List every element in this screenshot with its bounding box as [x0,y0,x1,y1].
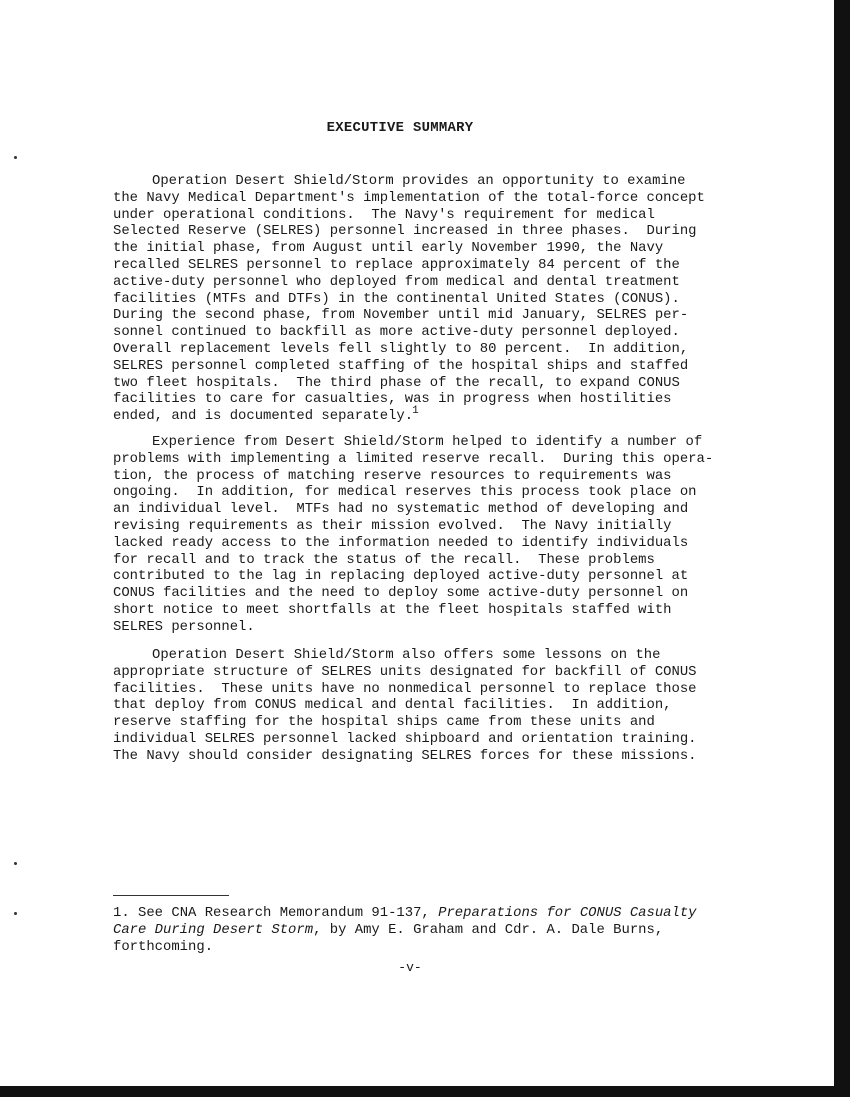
text-line: revising requirements as their mission evolved. The Navy initially [113,517,672,534]
text-line: appropriate structure of SELRES units designated for backfill of CONUS [113,663,697,680]
text-line: sonnel continued to backfill as more active-duty personnel deployed. [113,324,680,341]
text-line: tion, the process of matching reserve resources to requirements was [113,467,672,484]
text-line: Selected Reserve (SELRES) personnel increased in three phases. During [113,223,697,240]
text-line: SELRES personnel. [113,618,255,635]
text-line: Operation Desert Shield/Storm provides an opportunity to examine [152,173,686,189]
text-line: ongoing. In addition, for medical reserves this process took place on [113,484,697,501]
text-line: reserve staffing for the hospital ships came from these units and [113,714,655,731]
paragraph-1 [113,173,705,425]
footnote-marker[interactable]: 1 [412,405,419,418]
page-number: -v- [398,960,422,975]
scan-border-right [834,0,850,1097]
text-line: facilities to care for casualties, was in progress when hostilities [113,391,672,408]
scan-speck [14,862,17,865]
text-line: Overall replacement levels fell slightly to 80 percent. In addition, [113,340,689,357]
text-line: Operation Desert Shield/Storm also offers some lessons on the [152,647,661,663]
text-line: the Navy Medical Department's implementation of the total-force concept [113,189,705,206]
text-line: the initial phase, from August until early November 1990, the Navy [113,240,664,257]
scan-speck [14,912,17,915]
text-line: active-duty personnel who deployed from medical and dental treatment [113,273,680,290]
text-line: recalled SELRES personnel to replace approximately 84 percent of the [113,256,680,273]
text-line: Experience from Desert Shield/Storm helped to identify a number of [152,434,703,450]
text-line: ended, and is documented separately.$^1$ [113,405,419,425]
scan-border-bottom [0,1086,850,1097]
text-line: that deploy from CONUS medical and dental facilities. In addition, [113,697,672,714]
text-line: The Navy should consider designating SELRES forces for these missions. [113,747,697,764]
text-line: under operational conditions. The Navy's requirement for medical [113,206,655,223]
text-line: an individual level. MTFs had no systematic method of developing and [113,501,689,518]
paragraph-2 [113,434,713,636]
text-line: CONUS facilities and the need to deploy some active-duty personnel on [113,585,689,602]
text-line: problems with implementing a limited reserve recall. During this opera- [113,450,714,467]
text-line: short notice to meet shortfalls at the fleet hospitals staffed with [113,601,672,618]
paragraph-3 [113,647,697,765]
footnote: 1. See CNA Research Memorandum 91-137, Preparations for CONUS Casualty Care During Desert Storm, by Amy E. Graham and Cdr. A. Dale Burns, forthcoming. [113,905,697,955]
text-line: individual SELRES personnel lacked shipboard and orientation training. [113,730,697,747]
text-line: SELRES personnel completed staffing of the hospital ships and staffed [113,357,689,374]
text-line: lacked ready access to the information needed to identify individuals [113,534,689,551]
text-line: for recall and to track the status of the recall. These problems [113,551,655,568]
text-line: facilities (MTFs and DTFs) in the continental United States (CONUS). [113,290,680,307]
text-line: two fleet hospitals. The third phase of the recall, to expand CONUS [113,374,680,391]
text-line: facilities. These units have no nonmedical personnel to replace those [113,680,697,697]
page-title: EXECUTIVE SUMMARY [326,120,474,136]
text-line: contributed to the lag in replacing deployed active-duty personnel at [113,568,689,585]
text-line: During the second phase, from November until mid January, SELRES per- [113,307,689,324]
scan-speck [14,156,17,159]
footnote-rule [113,895,229,896]
